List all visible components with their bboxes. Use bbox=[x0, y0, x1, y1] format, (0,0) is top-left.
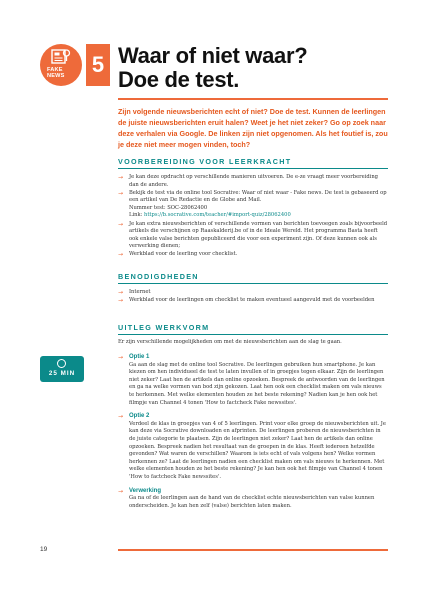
list-item-text: Internet bbox=[129, 289, 151, 295]
list-item bbox=[118, 289, 388, 297]
intro-text: Zijn volgende nieuwsberichten echt of niet? Doe de test. Kunnen de leerlingen de juiste nieuwsberichten eruit halen? Weet je het niet zeker? Go op zoek naar deze verhalen via Google. De linken zijn niet opgenomen. Als het foutief is, zou je deze niet meer mogen vinden, toch? bbox=[118, 107, 388, 149]
preparation-divider bbox=[118, 168, 388, 169]
fake-news-label bbox=[47, 67, 65, 79]
method-heading: UITLEG WERKVORM bbox=[118, 323, 210, 332]
arrow-icon: → bbox=[118, 354, 124, 361]
method-divider bbox=[118, 334, 388, 335]
arrow-icon: → bbox=[118, 289, 124, 296]
list-item bbox=[118, 221, 388, 251]
page-title bbox=[118, 44, 307, 92]
duration-label: 25 MIN bbox=[48, 370, 76, 377]
duration-badge bbox=[40, 356, 84, 382]
arrow-icon: → bbox=[118, 189, 124, 197]
fake-news-icon bbox=[40, 44, 82, 86]
list-item-text: Werkblad voor de leerlingen om checklist te maken eventueel aangevuld met de voorbeelden bbox=[129, 297, 375, 304]
option-1-title: Optie 1 bbox=[129, 354, 150, 360]
list-item-text: Je kan extra nieuwsberichten of verschillende vormen van berichten toevoegen zoals bijvoorbeeld artikels die verschijnen op Raaskalderij.be of in de Ideale Wereld. Het programma Basta heeft ook enkele valse berichten gepubliceerd die voor een experiment zijn. Of deze kunnen ook als verwerking dienen; bbox=[129, 220, 388, 250]
list-item bbox=[118, 174, 388, 189]
clock-icon bbox=[57, 359, 66, 368]
badge-label-news: NEWS bbox=[47, 73, 65, 79]
lesson-number: 5 bbox=[86, 44, 110, 86]
footer-divider bbox=[118, 549, 388, 551]
list-item bbox=[118, 190, 388, 220]
arrow-icon: → bbox=[118, 413, 124, 421]
preparation-list bbox=[118, 174, 388, 260]
arrow-icon: → bbox=[118, 297, 124, 305]
verwerking-text: Ga na of de leerlingen aan de hand van de checklist echte nieuwsberichten van valse kunnen onderscheiden. Je kan hen zelf (valse) berichten laten maken. bbox=[129, 495, 375, 509]
list-item-text: Bekijk de test via de online tool Socrative: Waar of niet waar - Fake news. De test is gebaseerd op een artikel van De Redactie en de Globe and Mail. bbox=[129, 189, 387, 204]
preparation-heading: VOORBEREIDING VOOR LEERKRACHT bbox=[118, 157, 292, 166]
title-line-2: Doe de test. bbox=[118, 67, 240, 92]
page-number: 19 bbox=[40, 546, 48, 553]
title-line-1: Waar of niet waar? bbox=[118, 43, 308, 68]
test-number: Nummer test: SOC-28062400 bbox=[129, 204, 208, 211]
option-1-text: Ga aan de slag met de online tool Socrative. De leerlingen gebruiken hun smartphone. Je kan kiezen om hen individueel de test te laten invullen of in groepjes tegen elkaar. Zijn de leerlingen niet zeker? Laat hen de artikels dan online opzoeken. Bespreek de antwoorden van de leerlingen en ga na welke vormen van bod zijn gekozen. Laat hen ook een checklist maken om vals nieuws te herkennen. Met welke elementen houden ze het beste rekening? Nadien kan je hen ook het filmpje van Channel 4 tonen 'How to factcheck Fake newssites'. bbox=[129, 361, 385, 406]
verwerking-title: Verwerking bbox=[129, 487, 162, 494]
option-item bbox=[118, 354, 388, 407]
options-list bbox=[118, 354, 388, 511]
materials-heading: BENODIGDHEDEN bbox=[118, 272, 199, 281]
arrow-icon: → bbox=[118, 487, 124, 495]
list-item-text: Werkblad voor de leerling voor checklist. bbox=[129, 251, 238, 258]
arrow-icon: → bbox=[118, 174, 124, 181]
link-label: Link: bbox=[129, 212, 143, 219]
socrative-link[interactable]: https://b.socrative.com/teacher/#import-quiz/28062400 bbox=[144, 212, 291, 219]
option-item bbox=[118, 413, 388, 481]
method-intro: Er zijn verschillende mogelijkheden om met de nieuwsberichten aan de slag te gaan. bbox=[118, 339, 342, 345]
materials-list bbox=[118, 289, 388, 305]
materials-divider bbox=[118, 283, 388, 284]
newspaper-icon bbox=[51, 49, 71, 65]
option-item bbox=[118, 488, 388, 511]
arrow-icon: → bbox=[118, 251, 124, 259]
badge-label-fake: FAKE bbox=[47, 67, 63, 73]
arrow-icon: → bbox=[118, 220, 124, 228]
list-item-text: Je kan deze opdracht op verschillende manieren uitvoeren. De e-ze vraagt meer voorbereiding dan de andere. bbox=[129, 174, 378, 188]
option-2-title: Optie 2 bbox=[129, 413, 150, 420]
list-item bbox=[118, 297, 388, 305]
title-divider bbox=[118, 98, 388, 100]
option-2-text: Verdeel de klas in groepjes van 4 of 5 leerlingen. Print voor elke groep de nieuwsberichten uit. Je kan deze via Socrative downloaden en afprinten. De leerlingen proberen de nieuwsberichten in de juiste categorie te plaatsen. Zijn de leerlingen niet zeker? Laat hen de artikels dan online opzoeken. Bespreek nadien het resultaat van de groepen in de klas. Heeft iedereen hetzelfde gevonden? Wat waren de verschillen? Waarom is iets echt of vals volgens hen? Welke vormen herkennen ze? Laat de leerlingen nadien een checklist maken om vals nieuws te herkennen. Met welke elementen houden ze het beste rekening? Je kan hen ook het filmpje van Channel 4 tonen 'How to factcheck Fake newssites'. bbox=[129, 420, 386, 480]
list-item bbox=[118, 251, 388, 259]
